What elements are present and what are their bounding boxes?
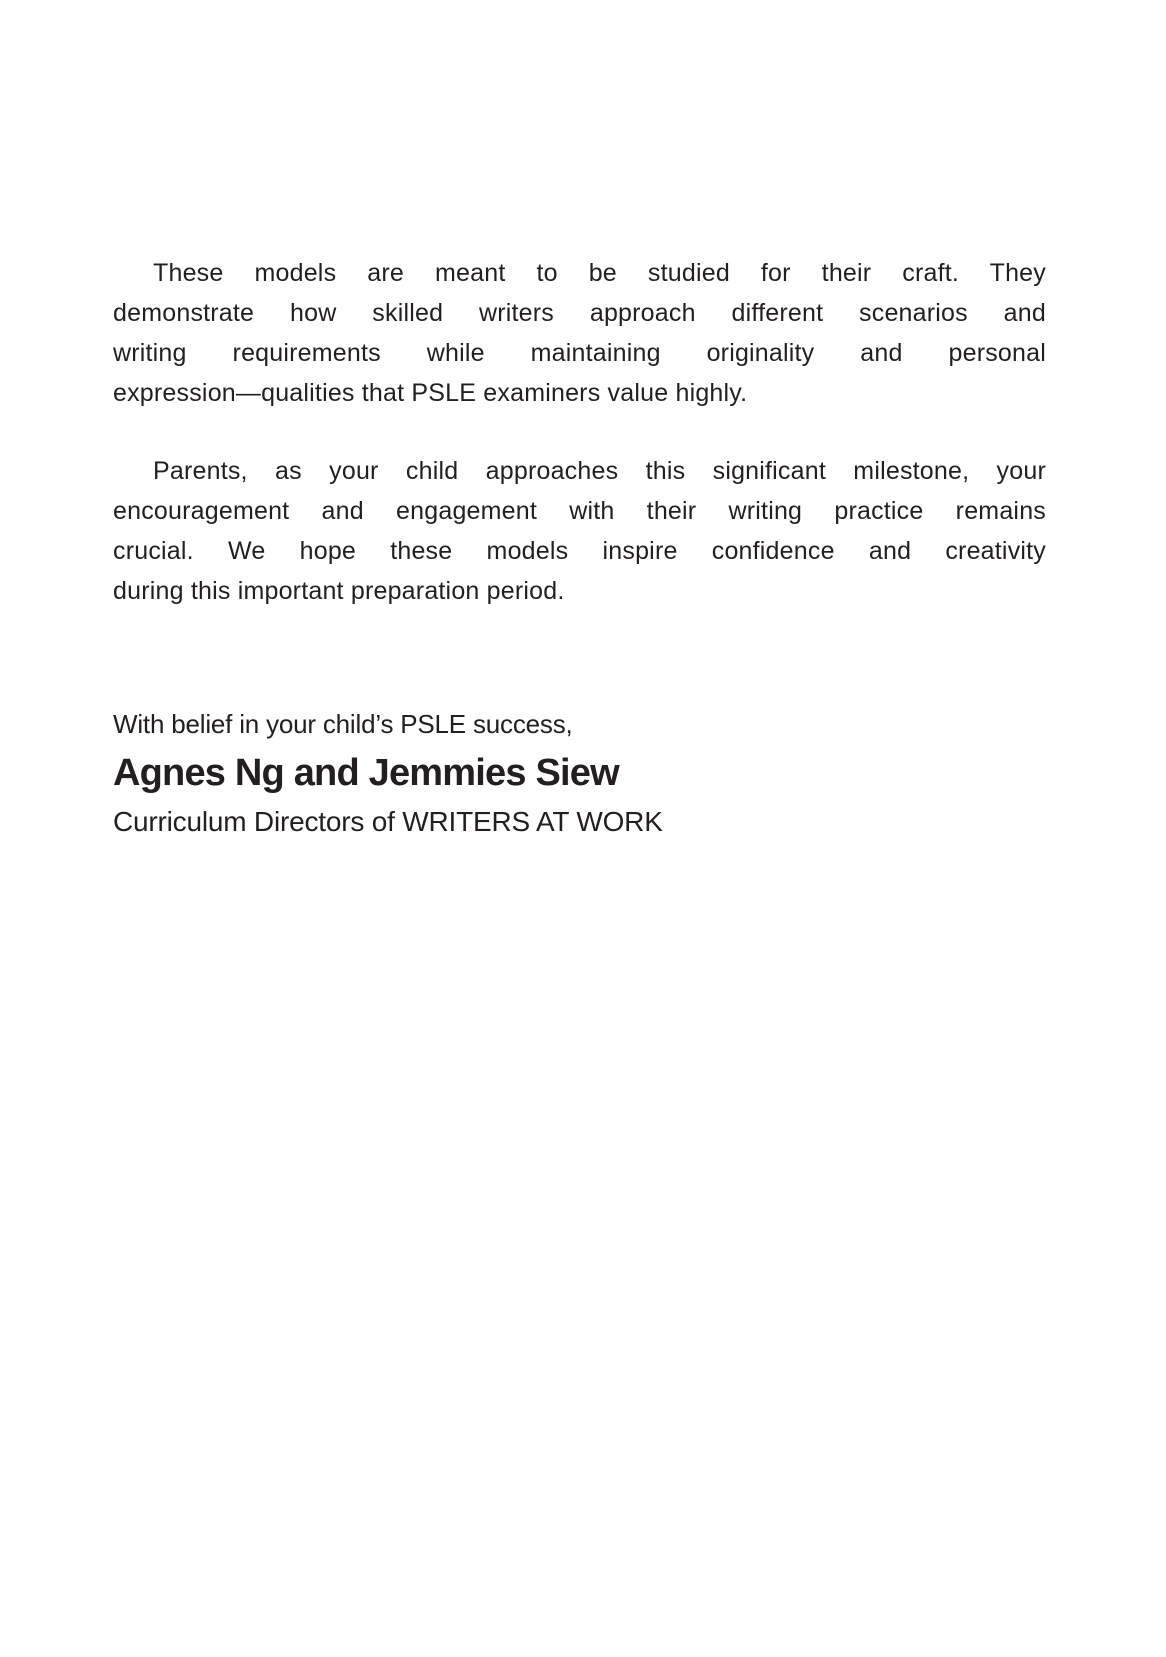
author-names: Agnes Ng and Jemmies Siew xyxy=(113,752,619,794)
paragraph-2-line-4: during this important preparation period. xyxy=(113,577,565,605)
paragraph-1-line-3: writing requirements while maintaining originality and personal xyxy=(113,339,1046,367)
paragraph-1-line-4: expression—qualities that PSLE examiners value highly. xyxy=(113,379,748,407)
author-role: Curriculum Directors of WRITERS AT WORK xyxy=(113,806,663,837)
paragraph-2-line-3: crucial. We hope these models inspire confidence and creativity xyxy=(113,537,1046,565)
paragraph-2-line-2: encouragement and engagement with their writing practice remains xyxy=(113,497,1046,525)
text-block xyxy=(113,253,1046,842)
paragraph-1-line-2: demonstrate how skilled writers approach different scenarios and xyxy=(113,299,1046,327)
paragraph-2 xyxy=(113,451,1046,611)
paragraph-1-line-1: These models are meant to be studied for their craft. They xyxy=(153,259,1046,287)
signature-block xyxy=(113,706,1046,842)
signature-closing: With belief in your child’s PSLE success, xyxy=(113,709,573,739)
paragraph-1 xyxy=(113,253,1046,413)
paragraph-2-line-1: Parents, as your child approaches this significant milestone, your xyxy=(153,457,1046,485)
